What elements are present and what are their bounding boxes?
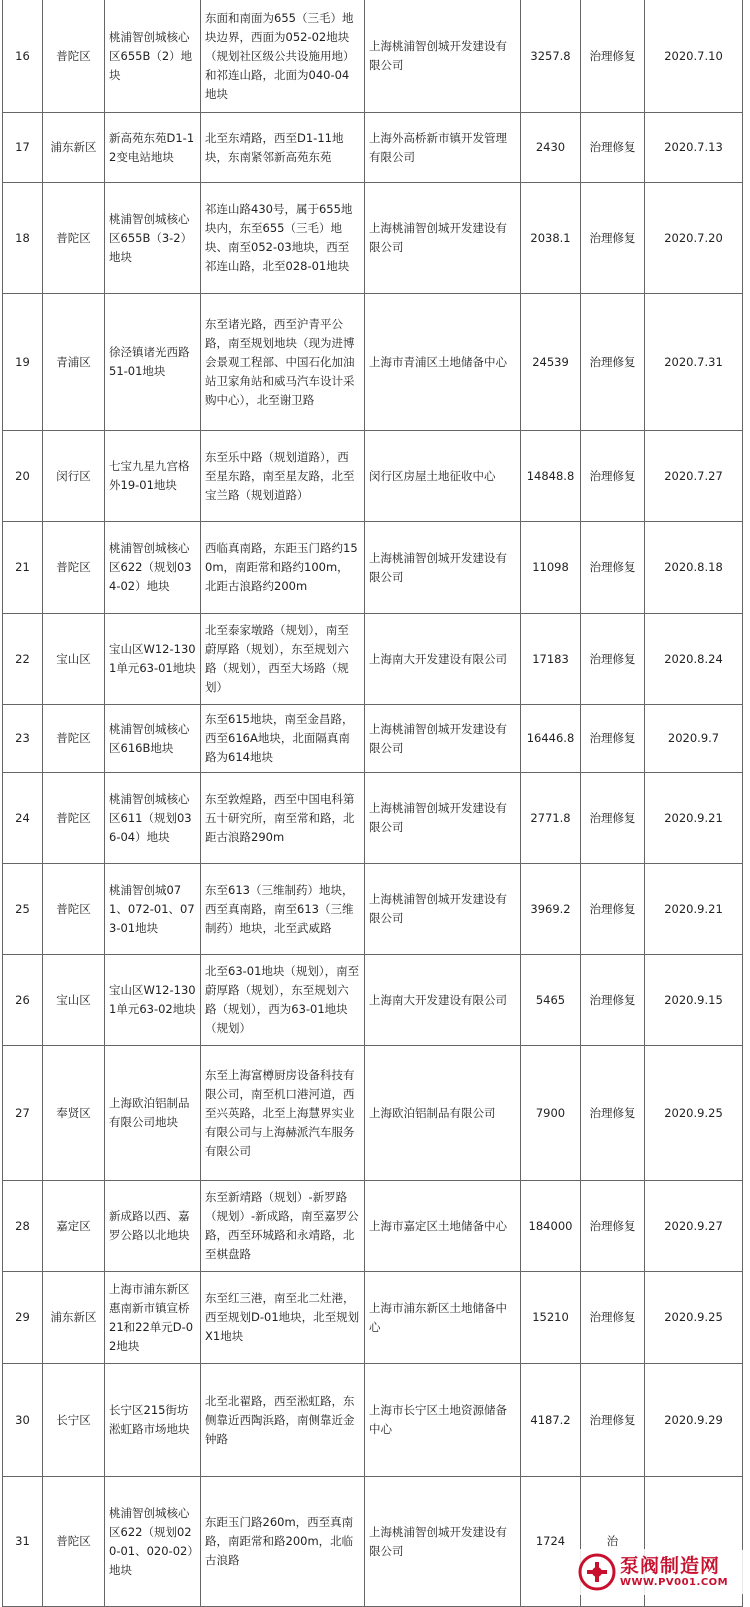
owner-cell: 上海桃浦智创城开发建设有限公司 <box>365 864 521 955</box>
owner-cell: 上海南大开发建设有限公司 <box>365 614 521 705</box>
table-row <box>3 1364 743 1477</box>
plot-name-cell: 七宝九星九宫格外19-01地块 <box>105 431 201 522</box>
owner-cell: 上海市青浦区土地储备中心 <box>365 294 521 431</box>
activity-type-cell: 治理修复 <box>581 955 645 1046</box>
boundary-cell: 东至上海富樽厨房设备科技有限公司，南至机口港河道，西至兴英路，北至上海慧界实业有限公司与上海赫派汽车服务有限公司 <box>201 1046 365 1181</box>
row-number: 31 <box>3 1477 43 1607</box>
district-cell: 嘉定区 <box>43 1181 105 1272</box>
boundary-cell: 东至乐中路（规划道路），西至星东路，南至星友路，北至宝兰路（规划道路） <box>201 431 365 522</box>
area-cell: 17183 <box>521 614 581 705</box>
area-cell: 7900 <box>521 1046 581 1181</box>
owner-cell: 闵行区房屋土地征收中心 <box>365 431 521 522</box>
area-cell: 24539 <box>521 294 581 431</box>
area-cell: 14848.8 <box>521 431 581 522</box>
table-row <box>3 183 743 294</box>
activity-type-cell: 治理修复 <box>581 0 645 113</box>
activity-type-cell: 治理修复 <box>581 705 645 773</box>
row-number: 26 <box>3 955 43 1046</box>
owner-cell: 上海桃浦智创城开发建设有限公司 <box>365 705 521 773</box>
district-cell: 奉贤区 <box>43 1046 105 1181</box>
owner-cell: 上海市浦东新区土地储备中心 <box>365 1272 521 1364</box>
activity-type-cell: 治理修复 <box>581 1364 645 1477</box>
district-cell: 浦东新区 <box>43 1272 105 1364</box>
area-cell: 1724 <box>521 1477 581 1607</box>
plot-name-cell: 桃浦智创城核心区611（规划036-04）地块 <box>105 773 201 864</box>
watermark-title: 泵阀制造网 <box>620 1555 721 1577</box>
date-cell: 2020.7.31 <box>645 294 743 431</box>
table-row <box>3 0 743 113</box>
plot-name-cell: 上海欧泊铝制品有限公司地块 <box>105 1046 201 1181</box>
plot-name-cell: 桃浦智创城核心区622（规划020-01、020-02）地块 <box>105 1477 201 1607</box>
plot-name-cell: 宝山区W12-1301单元63-01地块 <box>105 614 201 705</box>
activity-type-cell: 治理修复 <box>581 614 645 705</box>
activity-type-cell: 治理修复 <box>581 773 645 864</box>
area-cell: 184000 <box>521 1181 581 1272</box>
table-row <box>3 1046 743 1181</box>
owner-cell: 上海桃浦智创城开发建设有限公司 <box>365 0 521 113</box>
watermark-url: WWW.PV001.COM <box>620 1577 729 1588</box>
date-cell: 2020.7.20 <box>645 183 743 294</box>
owner-cell: 上海外高桥新市镇开发管理有限公司 <box>365 113 521 183</box>
date-cell: 2020.7.13 <box>645 113 743 183</box>
activity-type-cell: 治理修复 <box>581 1181 645 1272</box>
owner-cell: 上海市长宁区土地资源储备中心 <box>365 1364 521 1477</box>
row-number: 18 <box>3 183 43 294</box>
boundary-cell: 东面和南面为655（三毛）地块边界，西面为052-02地块（规划社区级公共设施用地）和祁连山路，北面为040-04地块 <box>201 0 365 113</box>
boundary-cell: 北至东靖路，西至D1-11地块，东南紧邻新高苑东苑 <box>201 113 365 183</box>
boundary-cell: 西临真南路，东距玉门路约150m，南距常和路约100m，北距古浪路约200m <box>201 522 365 614</box>
boundary-cell: 东至615地块，南至金昌路，西至616A地块，北面隔真南路为614地块 <box>201 705 365 773</box>
district-cell: 青浦区 <box>43 294 105 431</box>
district-cell: 普陀区 <box>43 1477 105 1607</box>
district-cell: 普陀区 <box>43 864 105 955</box>
row-number: 22 <box>3 614 43 705</box>
row-number: 24 <box>3 773 43 864</box>
district-cell: 普陀区 <box>43 773 105 864</box>
activity-type-cell: 治理修复 <box>581 864 645 955</box>
area-cell: 2038.1 <box>521 183 581 294</box>
plot-name-cell: 新高苑东苑D1-12变电站地块 <box>105 113 201 183</box>
date-cell: 2020.9.7 <box>645 705 743 773</box>
table-row <box>3 955 743 1046</box>
row-number: 16 <box>3 0 43 113</box>
row-number: 28 <box>3 1181 43 1272</box>
activity-type-cell: 治理修复 <box>581 1272 645 1364</box>
area-cell: 5465 <box>521 955 581 1046</box>
table-body <box>3 0 743 1607</box>
boundary-cell: 东距玉门路260m，西至真南路，南距常和路200m，北临古浪路 <box>201 1477 365 1607</box>
plot-name-cell: 桃浦智创城071、072-01、073-01地块 <box>105 864 201 955</box>
owner-cell: 上海南大开发建设有限公司 <box>365 955 521 1046</box>
boundary-cell: 祁连山路430号，属于655地块内，东至655（三毛）地块、南至052-03地块，西至祁连山路，北至028-01地块 <box>201 183 365 294</box>
district-cell: 闵行区 <box>43 431 105 522</box>
date-cell: 2020.7.27 <box>645 431 743 522</box>
row-number: 27 <box>3 1046 43 1181</box>
date-cell: 2020.7.10 <box>645 0 743 113</box>
table-row <box>3 294 743 431</box>
area-cell: 11098 <box>521 522 581 614</box>
district-cell: 宝山区 <box>43 614 105 705</box>
date-cell: 2020.8.18 <box>645 522 743 614</box>
owner-cell: 上海桃浦智创城开发建设有限公司 <box>365 773 521 864</box>
pump-valve-logo-icon <box>578 1553 616 1591</box>
boundary-cell: 北至泰家墩路（规划），南至蔚厚路（规划），东至规划六路（规划），西至大场路（规划） <box>201 614 365 705</box>
row-number: 19 <box>3 294 43 431</box>
date-cell: 2020.9.25 <box>645 1046 743 1181</box>
date-cell: 2020.9.21 <box>645 773 743 864</box>
owner-cell: 上海欧泊铝制品有限公司 <box>365 1046 521 1181</box>
activity-type-cell: 治理修复 <box>581 294 645 431</box>
table-row <box>3 614 743 705</box>
area-cell: 4187.2 <box>521 1364 581 1477</box>
table-row <box>3 705 743 773</box>
plot-name-cell: 上海市浦东新区惠南新市镇宣桥21和22单元D-02地块 <box>105 1272 201 1364</box>
date-cell: 2020.9.25 <box>645 1272 743 1364</box>
plot-name-cell: 宝山区W12-1301单元63-02地块 <box>105 955 201 1046</box>
area-cell: 3969.2 <box>521 864 581 955</box>
table-row <box>3 522 743 614</box>
date-cell: 2020.9.15 <box>645 955 743 1046</box>
owner-cell: 上海桃浦智创城开发建设有限公司 <box>365 522 521 614</box>
plot-name-cell: 桃浦智创城核心区655B（3-2）地块 <box>105 183 201 294</box>
plot-name-cell: 长宁区215街坊淞虹路市场地块 <box>105 1364 201 1477</box>
area-cell: 15210 <box>521 1272 581 1364</box>
row-number: 20 <box>3 431 43 522</box>
area-cell: 3257.8 <box>521 0 581 113</box>
plot-name-cell: 新成路以西、嘉罗公路以北地块 <box>105 1181 201 1272</box>
boundary-cell: 东至敦煌路，西至中国电科第五十研究所，南至常和路，北距古浪路290m <box>201 773 365 864</box>
district-cell: 普陀区 <box>43 522 105 614</box>
row-number: 30 <box>3 1364 43 1477</box>
boundary-cell: 东至红三港，南至北二灶港，西至规划D-01地块，北至规划X1地块 <box>201 1272 365 1364</box>
activity-type-cell: 治理修复 <box>581 183 645 294</box>
date-cell: 2020.9.27 <box>645 1181 743 1272</box>
plot-name-cell: 徐泾镇诸光西路51-01地块 <box>105 294 201 431</box>
table-row <box>3 1181 743 1272</box>
date-cell: 2020.9.21 <box>645 864 743 955</box>
table-row <box>3 864 743 955</box>
table-row <box>3 431 743 522</box>
owner-cell: 上海市嘉定区土地储备中心 <box>365 1181 521 1272</box>
activity-type-cell: 治 <box>581 1477 645 1607</box>
boundary-cell: 东至诸光路，西至沪青平公路，南至规划地块（现为进博会景观工程部、中国石化加油站卫家角站和威马汽车设计采购中心），北至谢卫路 <box>201 294 365 431</box>
table-row <box>3 1272 743 1364</box>
plot-name-cell: 桃浦智创城核心区622（规划034-02）地块 <box>105 522 201 614</box>
district-cell: 浦东新区 <box>43 113 105 183</box>
date-cell: 2020.8.24 <box>645 614 743 705</box>
activity-type-cell: 治理修复 <box>581 1046 645 1181</box>
row-number: 17 <box>3 113 43 183</box>
owner-cell: 上海桃浦智创城开发建设有限公司 <box>365 1477 521 1607</box>
boundary-cell: 北至63-01地块（规划），南至蔚厚路（规划），东至规划六路（规划），西为63-01地块（规划） <box>201 955 365 1046</box>
date-cell: 2020.9.29 <box>645 1364 743 1477</box>
watermark <box>574 1549 744 1595</box>
area-cell: 2771.8 <box>521 773 581 864</box>
district-cell: 普陀区 <box>43 183 105 294</box>
table-row <box>3 113 743 183</box>
boundary-cell: 东至613（三维制药）地块，西至真南路，南至613（三维制药）地块，北至武威路 <box>201 864 365 955</box>
row-number: 23 <box>3 705 43 773</box>
district-cell: 普陀区 <box>43 0 105 113</box>
district-cell: 普陀区 <box>43 705 105 773</box>
row-number: 25 <box>3 864 43 955</box>
plot-name-cell: 桃浦智创城核心区655B（2）地块 <box>105 0 201 113</box>
table-row <box>3 773 743 864</box>
activity-type-cell: 治理修复 <box>581 431 645 522</box>
row-number: 21 <box>3 522 43 614</box>
district-cell: 长宁区 <box>43 1364 105 1477</box>
plot-name-cell: 桃浦智创城核心区616B地块 <box>105 705 201 773</box>
activity-type-cell: 治理修复 <box>581 113 645 183</box>
activity-type-cell: 治理修复 <box>581 522 645 614</box>
area-cell: 16446.8 <box>521 705 581 773</box>
site-remediation-table <box>2 0 743 1607</box>
boundary-cell: 北至北翟路，西至淞虹路，东侧靠近西陶浜路，南侧靠近金钟路 <box>201 1364 365 1477</box>
row-number: 29 <box>3 1272 43 1364</box>
area-cell: 2430 <box>521 113 581 183</box>
boundary-cell: 东至新靖路（规划）-新罗路（规划）-新成路，南至嘉罗公路，西至环城路和永靖路，北至棋盘路 <box>201 1181 365 1272</box>
owner-cell: 上海桃浦智创城开发建设有限公司 <box>365 183 521 294</box>
district-cell: 宝山区 <box>43 955 105 1046</box>
